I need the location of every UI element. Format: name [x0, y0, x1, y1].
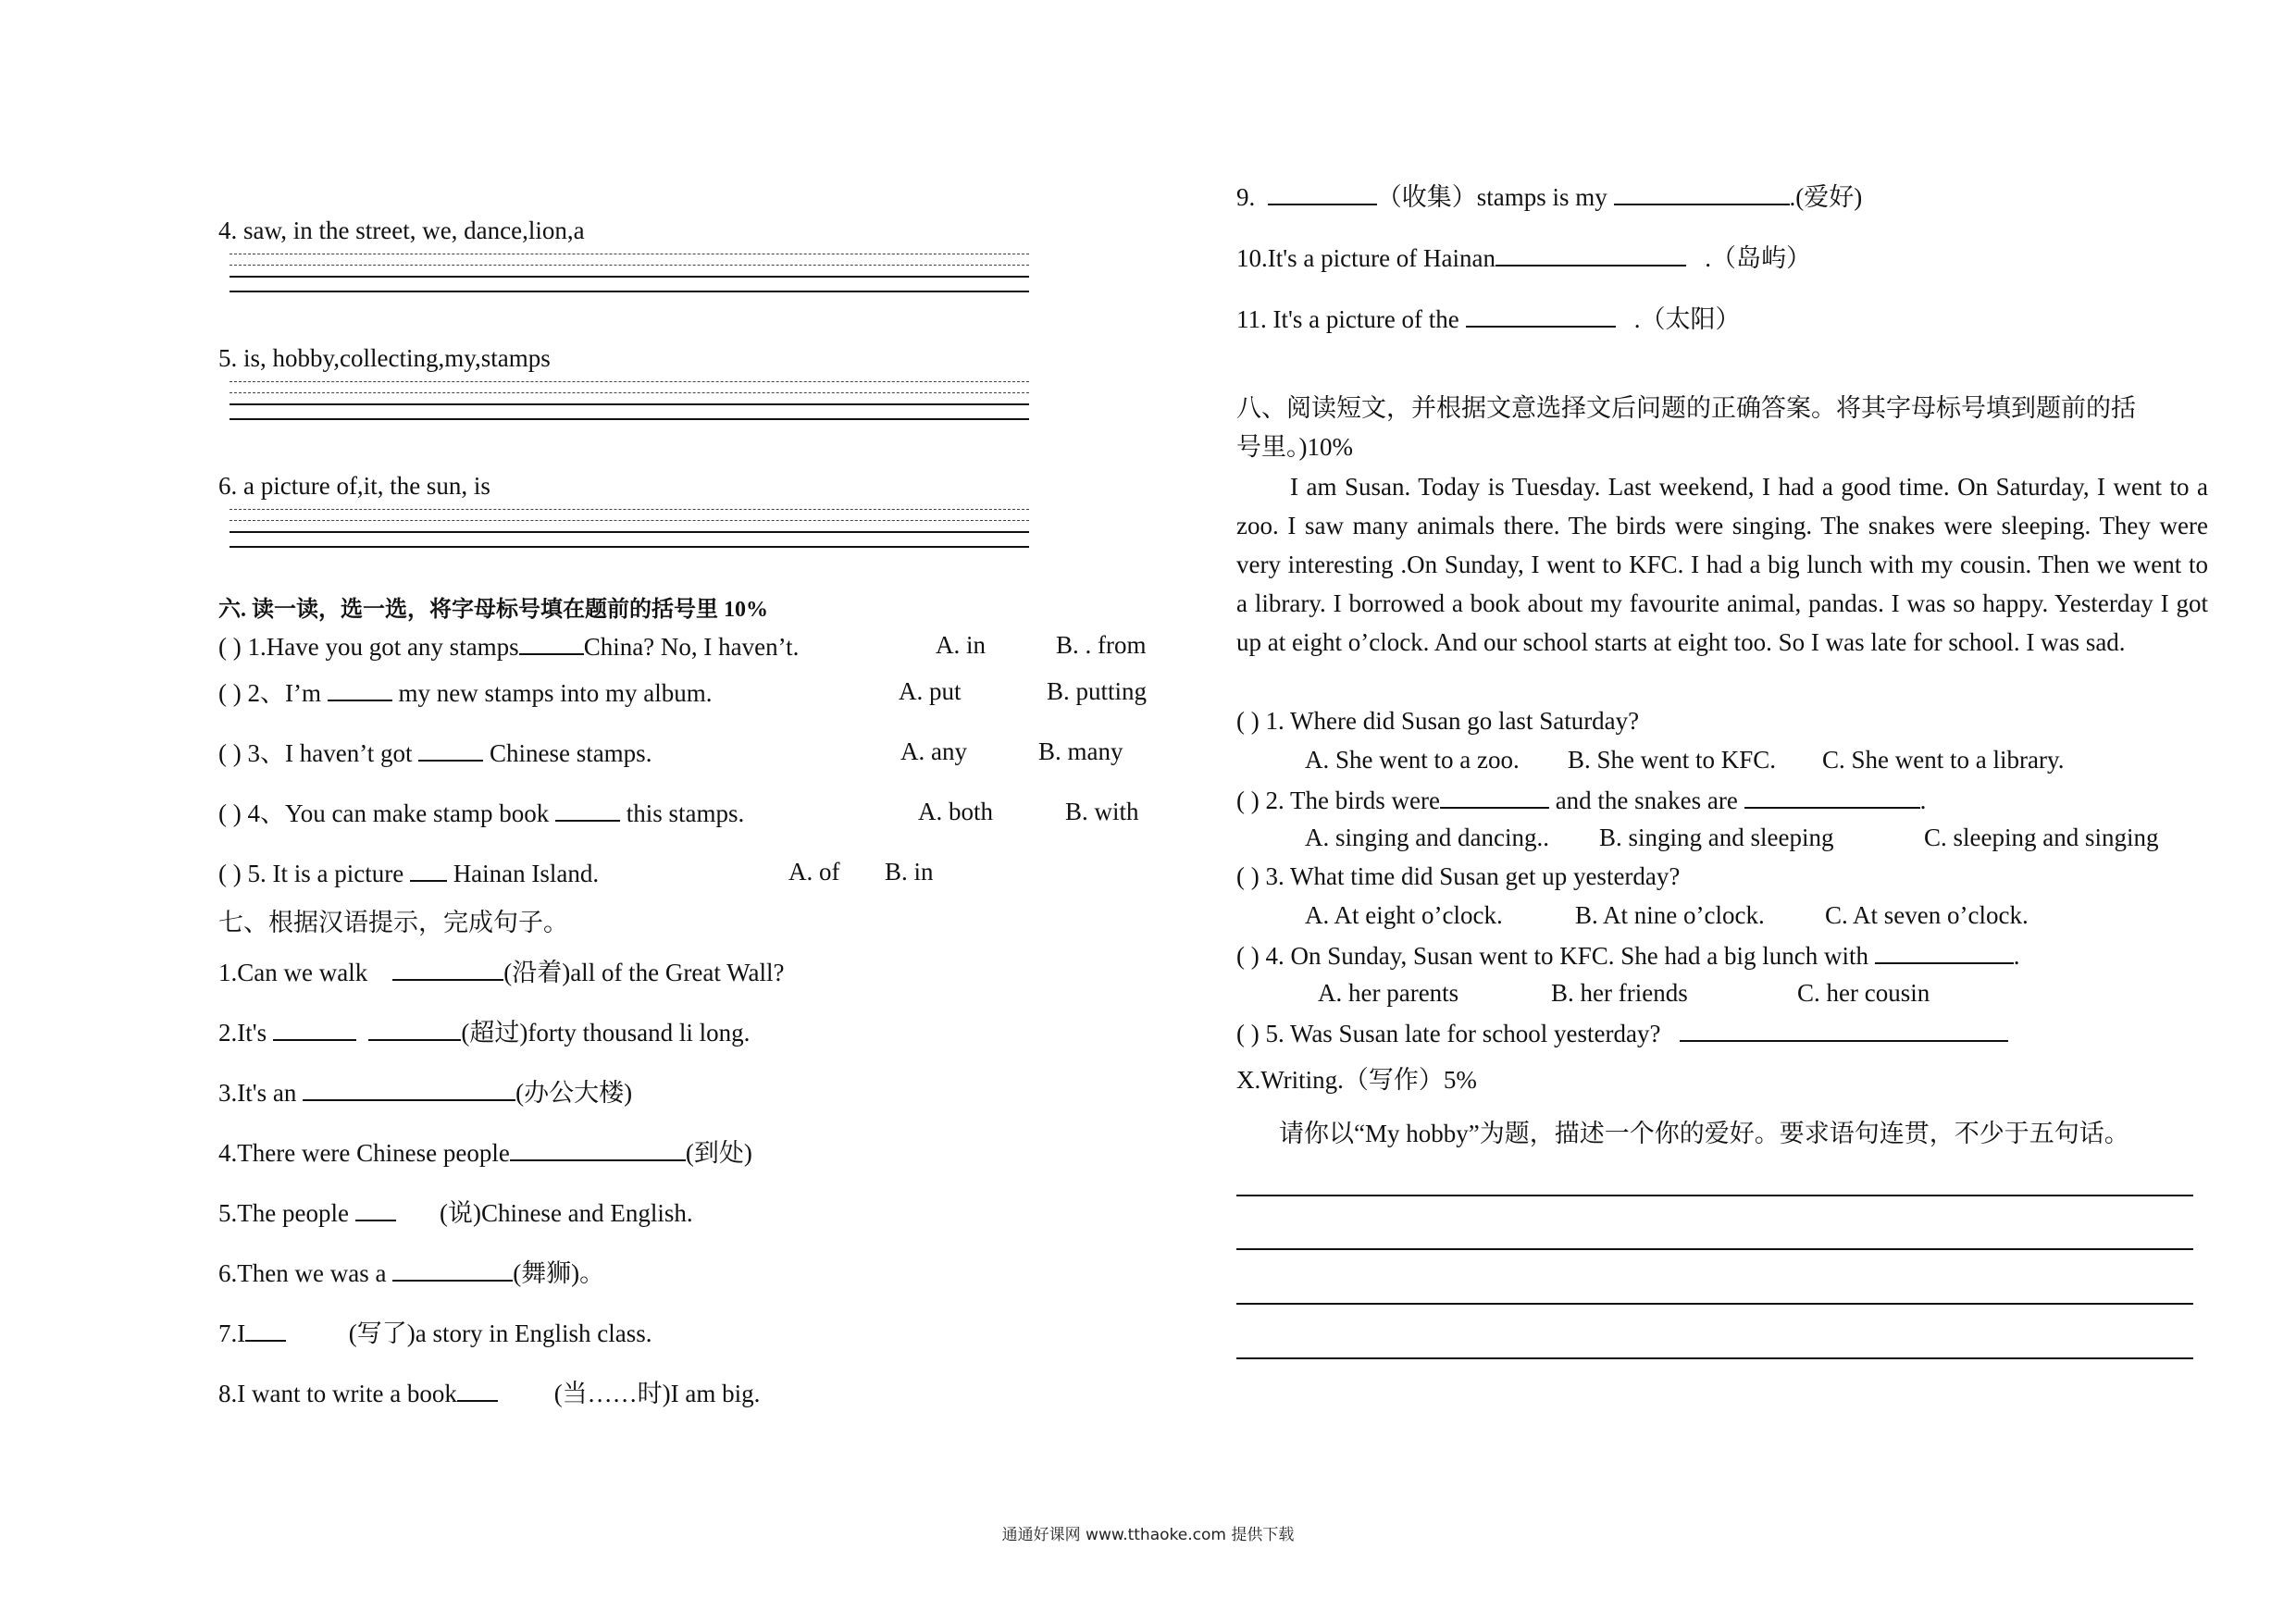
reading-question: ( ) 2. The birds were and the snakes are . [1236, 783, 1926, 816]
section7-item: 3.It's an (办公大楼) [218, 1075, 632, 1109]
option-b: B. At nine o’clock. [1575, 901, 1765, 929]
answer-blank[interactable] [1440, 783, 1549, 809]
answer-blank[interactable] [1875, 938, 2014, 964]
reading-question: ( ) 4. On Sunday, Susan went to KFC. She had a big lunch with . [1236, 938, 2019, 972]
answer-blank[interactable] [418, 736, 483, 762]
section7-item: 2.It's (超过)forty thousand li long. [218, 1015, 750, 1048]
section8-title-line2: 号里。)10% [1236, 433, 1353, 461]
writing-title: X.Writing.（写作）5% [1236, 1066, 1477, 1094]
section7-item: 1.Can we walk (沿着)all of the Great Wall? [218, 955, 784, 988]
section7-item: 6.Then we was a (舞狮)。 [218, 1256, 604, 1289]
section7-item: 5.The people (说)Chinese and English. [218, 1196, 693, 1229]
option-a: A. She went to a zoo. [1305, 746, 1520, 774]
answer-blank[interactable] [1466, 302, 1616, 328]
option-a: A. put [899, 677, 962, 705]
option-a: A. singing and dancing.. [1305, 824, 1549, 851]
answer-blank[interactable] [1744, 783, 1920, 809]
answer-blank[interactable] [519, 629, 584, 655]
option-c: C. She went to a library. [1822, 746, 2065, 774]
q9-line: 9. （收集）stamps is my .(爱好) [1236, 180, 1862, 213]
option-c: C. her cousin [1797, 979, 1930, 1007]
answer-blank[interactable] [1268, 180, 1377, 205]
answer-paren[interactable]: ( ) [218, 679, 242, 707]
answer-paren[interactable]: ( ) [218, 739, 242, 767]
writing-prompt: 请你以“My hobby”为题，描述一个你的爱好。要求语句连贯，不少于五句话。 [1279, 1120, 2129, 1147]
option-a: A. At eight o’clock. [1305, 901, 1503, 929]
q10-line: 10.It's a picture of Hainan .（岛屿） [1236, 241, 1811, 274]
answer-blank[interactable] [1496, 241, 1686, 266]
q11-line: 11. It's a picture of the .（太阳） [1236, 302, 1741, 335]
section7-item: 7.I (写了)a story in English class. [218, 1316, 652, 1349]
option-a: A. her parents [1318, 979, 1459, 1007]
q4-writing-lines[interactable] [230, 254, 1029, 305]
answer-blank[interactable] [245, 1316, 286, 1342]
answer-blank[interactable] [457, 1376, 498, 1402]
reading-question: ( ) 3. What time did Susan get up yesterday? [1236, 862, 1681, 890]
q6-writing-lines[interactable] [230, 509, 1029, 561]
section6-title: 六. 读一读，选一选，将字母标号填在题前的括号里 10% [218, 598, 768, 622]
answer-paren[interactable]: ( ) [218, 799, 242, 827]
option-b: B. She went to KFC. [1568, 746, 1777, 774]
option-a: A. in [936, 631, 986, 659]
writing-line[interactable] [1236, 1357, 2193, 1359]
option-b: B. with [1065, 798, 1139, 825]
answer-blank[interactable] [355, 1196, 396, 1221]
section8-title-line1: 八、阅读短文，并根据文意选择文后问题的正确答案。将其字母标号填到题前的括 [1236, 394, 2136, 422]
answer-blank[interactable] [410, 856, 447, 882]
footer-source: 通通好课网 www.tthaoke.com 提供下载 [1001, 1526, 1295, 1544]
q4-label: 4. saw, in the street, we, dance,lion,a [218, 217, 585, 244]
option-c: C. At seven o’clock. [1825, 901, 2029, 929]
answer-blank[interactable] [273, 1015, 356, 1041]
exam-page: 4. saw, in the street, we, dance,lion,a 5. is, hobby,collecting,my,stamps 6. a picture of,it, the sun, is 六. 读一读，选一选，将字母标号填在题前的括号里 10% ( ) 1.Have you got any stamps China? No, I haven’t. A. in B. . from ( ) 2、I’m my new stamps into my album. A. put B. putting ( ) 3、I haven’t got Chinese stamps. A. any B. many ( ) 4、You can make stamp book this stamps. A. both B. with ( ) 5. It is a picture Hainan Island. A. of B. in 七、根据汉语提示，完成句子。 1.Can we walk (沿着)all of the Great Wall? 2.It's (超过)forty thousand li long. 3.It's an (办公大楼) 4.There were Chinese people (到处) 5.The people (说)Chinese and English. 6.Then we was a (舞狮)。 7.I (写了)a story in English class. 8.I want to write a book (当……时)I am big. 9. （收集）stamps is my .(爱好) 10.It's a picture of Hainan .（岛屿） 11. It's a picture of the .（太阳） 八、阅读短文，并根据文意选择文后问题的正确答案。将其字母标号填到题前的括 号里。)10% I am Susan. Today is Tuesday. Last weekend, I had a good time. On Saturday, I went to a zoo. I saw many animals there. The birds were singing. The snakes were sleeping. They were very interesting .On Sunday, I went to KFC. I had a big lunch with my cousin. Then we went to a library. I borrowed a book about my favourite animal, pandas. I was so happy. Yesterday I got up at eight o’clock. And our school starts at eight too. So I was late for school. I was sad. ( ) 1. Where did Susan go last Saturday? A. She went to a zoo. B. She went to KFC. C. She went to a library. ( ) 2. The birds were and the snakes are . A. singing and dancing.. B. singing and sleeping C. sleeping and singing ( ) 3. What time did Susan get up yesterday? A. At eight o’clock. B. At nine o’clock. C. At seven o’clock. ( ) 4. On Sunday, Susan went to KFC. She had a big lunch with . A. her parents B. her friends C. her cousin ( ) 5. Was Susan late for school yesterday? X.Writing.（写作）5% 请你以“My hobby”为题，描述一个你的爱好。要求语句连贯，不少于五句话。 通通好课网 www.tthaoke.com 提供下载 [0, 0, 2296, 1623]
option-b: B. . from [1056, 631, 1147, 659]
option-b: B. many [1038, 737, 1123, 765]
reading-question: ( ) 1. Where did Susan go last Saturday? [1236, 707, 1640, 735]
reading-passage: I am Susan. Today is Tuesday. Last weekend, I had a good time. On Saturday, I went to a zoo. I saw many animals there. The birds were singing. The snakes were sleeping. They were very interesting .On Sunday, I went to KFC. I had a big lunch with my cousin. Then we went to a library. I borrowed a book about my favourite animal, pandas. I was so happy. Yesterday I got up at eight o’clock. And our school starts at eight too. So I was late for school. I was sad. [1236, 473, 2208, 656]
option-b: B. putting [1047, 677, 1148, 705]
answer-blank[interactable] [392, 955, 503, 981]
q6-label: 6. a picture of,it, the sun, is [218, 472, 490, 500]
option-b: B. in [885, 858, 934, 886]
q5-label: 5. is, hobby,collecting,my,stamps [218, 344, 551, 372]
answer-paren[interactable]: ( ) [218, 860, 242, 887]
writing-line[interactable] [1236, 1248, 2193, 1250]
answer-blank[interactable] [510, 1135, 686, 1161]
reading-question: ( ) 5. Was Susan late for school yesterday? [1236, 1016, 2008, 1049]
answer-blank[interactable] [303, 1075, 515, 1101]
writing-line[interactable] [1236, 1303, 2193, 1305]
answer-blank[interactable] [392, 1256, 513, 1282]
option-a: A. of [788, 858, 840, 886]
answer-paren[interactable]: ( ) [218, 633, 242, 661]
answer-blank[interactable] [1680, 1016, 2008, 1042]
option-b: B. her friends [1551, 979, 1688, 1007]
option-a: A. any [900, 737, 967, 765]
writing-line[interactable] [1236, 1195, 2193, 1196]
option-b: B. singing and sleeping [1599, 824, 1834, 851]
section7-item: 8.I want to write a book (当……时)I am big. [218, 1376, 760, 1409]
answer-blank[interactable] [1614, 180, 1790, 205]
answer-blank[interactable] [555, 796, 620, 822]
answer-blank[interactable] [328, 675, 392, 701]
q5-writing-lines[interactable] [230, 381, 1029, 433]
section7-title: 七、根据汉语提示，完成句子。 [218, 909, 568, 936]
section7-item: 4.There were Chinese people (到处) [218, 1135, 752, 1169]
option-c: C. sleeping and singing [1924, 824, 2159, 851]
answer-blank[interactable] [368, 1015, 461, 1041]
option-a: A. both [918, 798, 993, 825]
